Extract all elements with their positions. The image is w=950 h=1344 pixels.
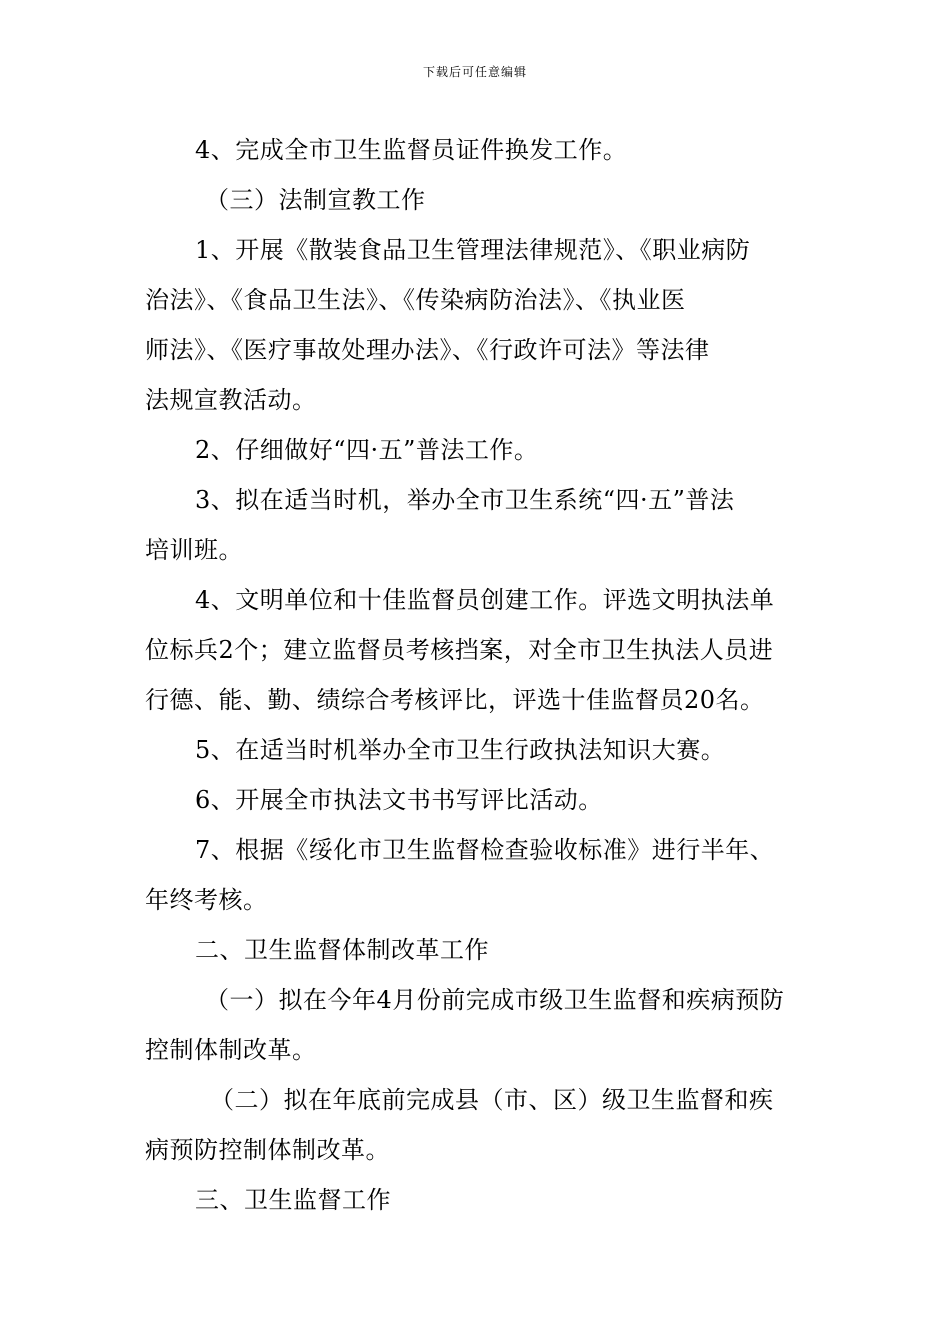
paragraph-line: 6、开展全市执法文书书写评比活动。 bbox=[195, 786, 603, 814]
section-heading: 二、卫生监督体制改革工作 bbox=[195, 936, 489, 964]
paragraph-line: （一）拟在今年4月份前完成市级卫生监督和疾病预防 bbox=[205, 986, 785, 1014]
paragraph-line: 2、仔细做好“四·五”普法工作。 bbox=[195, 436, 539, 464]
section-heading: 三、卫生监督工作 bbox=[195, 1186, 391, 1214]
paragraph-line: 1、开展《散装食品卫生管理法律规范》、《职业病防 bbox=[195, 236, 751, 264]
paragraph-line: 行德、能、勤、绩综合考核评比，评选十佳监督员20名。 bbox=[145, 686, 765, 714]
paragraph-line: 培训班。 bbox=[145, 536, 243, 564]
paragraph-line: 控制体制改革。 bbox=[145, 1036, 317, 1064]
section-heading: （三）法制宣教工作 bbox=[205, 186, 426, 214]
paragraph-line: 位标兵2个；建立监督员考核挡案，对全市卫生执法人员进 bbox=[145, 636, 774, 664]
paragraph-line: 病预防控制体制改革。 bbox=[145, 1136, 390, 1164]
paragraph-line: 师法》、《医疗事故处理办法》、《行政许可法》等法律 bbox=[145, 336, 710, 364]
paragraph-line: 3、拟在适当时机，举办全市卫生系统“四·五”普法 bbox=[195, 486, 735, 514]
paragraph-line: （二）拟在年底前完成县（市、区）级卫生监督和疾 bbox=[210, 1086, 774, 1114]
page-header-note: 下载后可任意编辑 bbox=[422, 65, 527, 79]
paragraph-line: 4、文明单位和十佳监督员创建工作。评选文明执法单 bbox=[195, 586, 775, 614]
paragraph-line: 治法》、《食品卫生法》、《传染病防治法》、《执业医 bbox=[145, 286, 686, 314]
paragraph-line: 年终考核。 bbox=[145, 886, 268, 914]
paragraph-line: 7、根据《绥化市卫生监督检查验收标准》进行半年、 bbox=[195, 836, 775, 864]
paragraph-line: 法规宣教活动。 bbox=[145, 386, 317, 414]
paragraph-line: 5、在适当时机举办全市卫生行政执法知识大赛。 bbox=[195, 736, 726, 764]
paragraph-line: 4、完成全市卫生监督员证件换发工作。 bbox=[195, 136, 628, 164]
